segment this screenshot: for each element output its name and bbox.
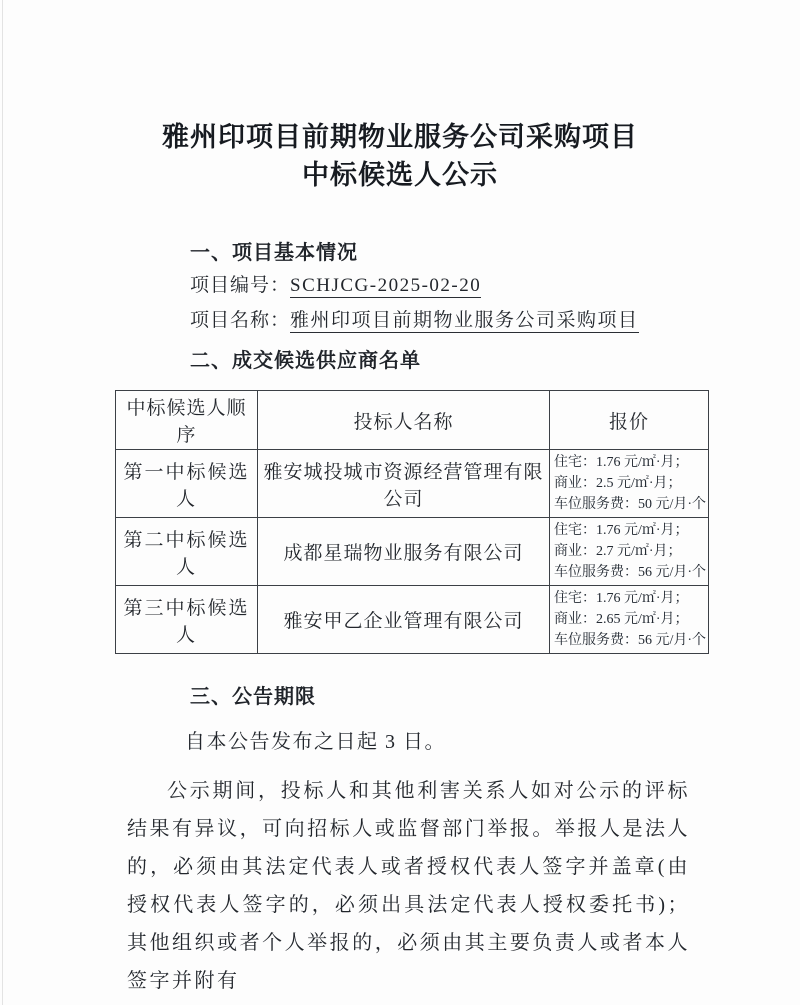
project-number-value: SCHJCG-2025-02-20	[290, 275, 482, 296]
table-row	[116, 450, 709, 518]
page-title-line2: 中标候选人公示	[302, 160, 498, 190]
quote-line: 住宅：1.76 元/㎡·月；	[554, 523, 689, 538]
table-row	[116, 518, 709, 586]
quote-line: 商业：2.65 元/㎡·月；	[554, 612, 689, 627]
table-row	[116, 586, 709, 654]
header-bidder: 投标人名称	[258, 391, 550, 450]
quote-cell	[550, 586, 709, 654]
objection-paragraph: 公示期间，投标人和其他利害关系人如对公示的评标结果有异议，可向招标人或监督部门举报。举报人是法人的，必须由其法定代表人或者授权代表人签字并盖章(由授权代表人签字的，必须出具法定代表人授权委托书)；其他组织或者个人举报的，必须由其主要负责人或者本人签字并附有	[127, 780, 690, 992]
supplier-table	[115, 390, 709, 654]
project-name-value: 雅州印项目前期物业服务公司采购项目	[290, 310, 639, 331]
section-heading-supplier-list: 二、成交候选供应商名单	[190, 350, 421, 372]
project-name-label: 项目名称：	[190, 310, 291, 331]
quote-cell	[550, 450, 709, 518]
header-quote: 报价	[550, 391, 709, 450]
quote-line: 商业：2.5 元/㎡·月；	[554, 476, 682, 491]
bidder-cell: 雅安城投城市资源经营管理有限公司	[258, 450, 550, 518]
quote-line: 车位服务费：50 元/月·个	[554, 497, 707, 512]
supplier-table-header	[116, 391, 709, 450]
notice-period-text: 自本公告发布之日起 3 日。	[185, 731, 446, 753]
section-heading-basic-info: 一、项目基本情况	[190, 242, 358, 264]
quote-line: 车位服务费：56 元/月·个	[554, 633, 707, 648]
header-row	[116, 391, 709, 450]
scan-edge-line	[2, 0, 3, 1005]
section-heading-notice-period: 三、公告期限	[190, 686, 316, 708]
header-rank: 中标候选人顺序	[116, 391, 258, 450]
project-name-row	[190, 303, 800, 338]
quote-line: 住宅：1.76 元/㎡·月；	[554, 455, 689, 470]
rank-cell: 第一中标候选人	[116, 450, 258, 518]
project-number-row	[190, 268, 800, 303]
project-number-label: 项目编号：	[190, 275, 291, 296]
quote-cell	[550, 518, 709, 586]
page-title	[40, 118, 760, 194]
quote-line: 商业：2.7 元/㎡·月；	[554, 544, 682, 559]
bidder-cell: 雅安甲乙企业管理有限公司	[258, 586, 550, 654]
page-title-line1: 雅州印项目前期物业服务公司采购项目	[162, 122, 638, 152]
rank-cell: 第三中标候选人	[116, 586, 258, 654]
quote-line: 车位服务费：56 元/月·个	[554, 565, 707, 580]
quote-line: 住宅：1.76 元/㎡·月；	[554, 591, 689, 606]
rank-cell: 第二中标候选人	[116, 518, 258, 586]
bidder-cell: 成都星瑞物业服务有限公司	[258, 518, 550, 586]
